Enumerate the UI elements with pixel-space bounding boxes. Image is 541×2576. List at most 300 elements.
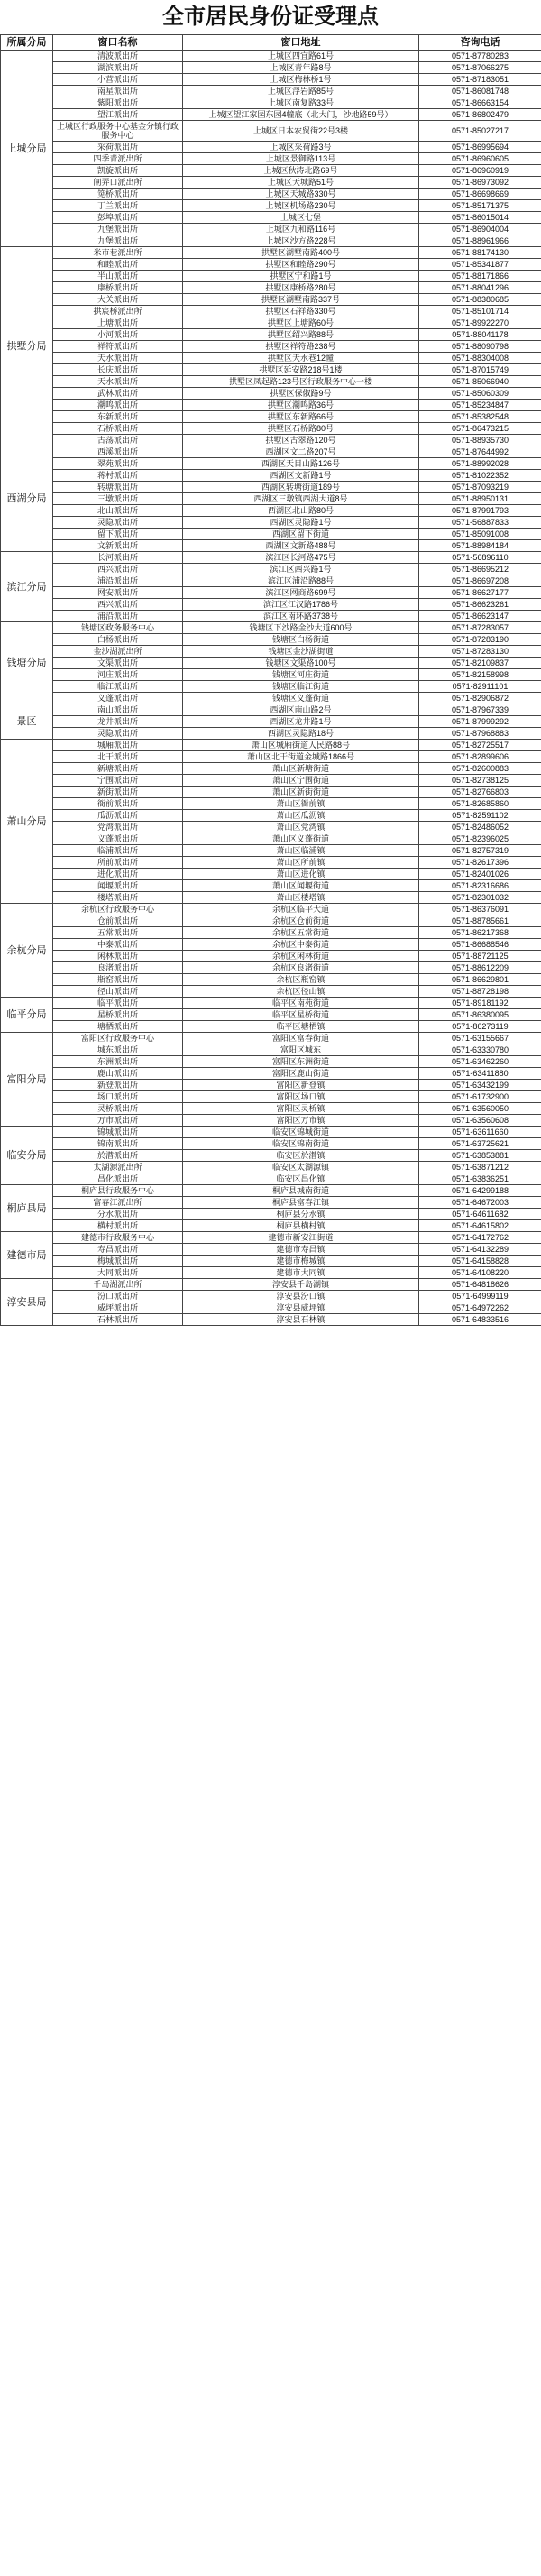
window-address-cell: 西湖区灵隐路18号: [183, 728, 419, 740]
table-row: [1, 142, 541, 153]
table-row: [1, 1103, 541, 1115]
window-address-cell: 富阳区场口镇: [183, 1091, 419, 1103]
window-address-cell: 临安区於潜镇: [183, 1150, 419, 1162]
window-name-cell: 新塘派出所: [53, 763, 183, 775]
window-name-cell: 天水派出所: [53, 353, 183, 364]
window-address-cell: 上城区景御路113号: [183, 153, 419, 165]
header-branch: 所属分局: [1, 35, 53, 51]
window-address-cell: 临安区昌化镇: [183, 1173, 419, 1185]
phone-cell: 0571-64818626: [419, 1279, 541, 1291]
window-address-cell: 上城区机场路230号: [183, 200, 419, 212]
table-row: [1, 505, 541, 517]
phone-cell: 0571-85027217: [419, 121, 541, 142]
table-row: [1, 1138, 541, 1150]
window-name-cell: 东新派出所: [53, 411, 183, 423]
phone-cell: 0571-82899606: [419, 751, 541, 763]
window-name-cell: 潮鸣派出所: [53, 400, 183, 411]
phone-cell: 0571-63330780: [419, 1044, 541, 1056]
window-name-cell: 大同派出所: [53, 1267, 183, 1279]
phone-cell: 0571-86217368: [419, 927, 541, 939]
phone-cell: 0571-88785661: [419, 915, 541, 927]
phone-cell: 0571-87283190: [419, 634, 541, 646]
branch-cell: 建德市局: [1, 1232, 53, 1279]
window-name-cell: 文渠派出所: [53, 658, 183, 669]
table-row: [1, 810, 541, 822]
phone-cell: 0571-87015749: [419, 364, 541, 376]
phone-cell: 0571-82396025: [419, 833, 541, 845]
window-address-cell: 上城区青年路8号: [183, 62, 419, 74]
phone-cell: 0571-88984184: [419, 540, 541, 552]
table-row: [1, 880, 541, 892]
phone-cell: 0571-87644992: [419, 446, 541, 458]
table-row: [1, 271, 541, 282]
window-address-cell: 西湖区天目山路126号: [183, 458, 419, 470]
window-address-cell: 临安区太湖源镇: [183, 1162, 419, 1173]
window-address-cell: 萧山区闻堰街道: [183, 880, 419, 892]
table-row: [1, 787, 541, 798]
table-row: [1, 153, 541, 165]
phone-cell: 0571-87283130: [419, 646, 541, 658]
window-name-cell: 万市派出所: [53, 1115, 183, 1127]
table-row: [1, 1115, 541, 1127]
window-name-cell: 彭埠派出所: [53, 212, 183, 224]
window-address-cell: 余杭区五常街道: [183, 927, 419, 939]
phone-cell: 0571-64972262: [419, 1302, 541, 1314]
table-row: [1, 1162, 541, 1173]
window-name-cell: 义蓬派出所: [53, 693, 183, 704]
window-name-cell: 南星派出所: [53, 86, 183, 97]
phone-cell: 0571-82301032: [419, 892, 541, 904]
table-row: [1, 704, 541, 716]
window-name-cell: 桐庐县行政服务中心: [53, 1185, 183, 1197]
phone-cell: 0571-82738125: [419, 775, 541, 787]
table-row: [1, 482, 541, 493]
window-address-cell: 滨江区江汉路1786号: [183, 599, 419, 611]
window-name-cell: 闸弄口派出所: [53, 177, 183, 189]
phone-cell: 0571-87968883: [419, 728, 541, 740]
table-row: [1, 177, 541, 189]
window-address-cell: 拱墅区石祥路330号: [183, 306, 419, 317]
window-name-cell: 祥符派出所: [53, 341, 183, 353]
window-name-cell: 天水派出所: [53, 376, 183, 388]
phone-cell: 0571-81022352: [419, 470, 541, 482]
window-address-cell: 上城区浮岩路85号: [183, 86, 419, 97]
phone-cell: 0571-63155667: [419, 1033, 541, 1044]
window-name-cell: 小营派出所: [53, 74, 183, 86]
table-header-row: [1, 35, 541, 51]
window-address-cell: 西湖区北山路80号: [183, 505, 419, 517]
table-row: [1, 1068, 541, 1080]
window-address-cell: 上城区采荷路3号: [183, 142, 419, 153]
window-name-cell: 留下派出所: [53, 529, 183, 540]
window-address-cell: 萧山区所前镇: [183, 857, 419, 869]
window-address-cell: 富阳区鹿山街道: [183, 1068, 419, 1080]
table-row: [1, 400, 541, 411]
phone-cell: 0571-86376091: [419, 904, 541, 915]
table-row: [1, 517, 541, 529]
window-name-cell: 临平派出所: [53, 998, 183, 1009]
window-name-cell: 上城区行政服务中心基金分镇行政服务中心: [53, 121, 183, 142]
phone-cell: 0571-86273119: [419, 1021, 541, 1033]
phone-cell: 0571-82617396: [419, 857, 541, 869]
window-address-cell: 临平区南苑街道: [183, 998, 419, 1009]
phone-cell: 0571-86015014: [419, 212, 541, 224]
window-name-cell: 西兴派出所: [53, 564, 183, 575]
window-name-cell: 石林派出所: [53, 1314, 183, 1326]
window-name-cell: 南山派出所: [53, 704, 183, 716]
window-name-cell: 笕桥派出所: [53, 189, 183, 200]
phone-cell: 0571-86695212: [419, 564, 541, 575]
window-name-cell: 昌化派出所: [53, 1173, 183, 1185]
phone-cell: 0571-88992028: [419, 458, 541, 470]
window-address-cell: 萧山区义蓬街道: [183, 833, 419, 845]
phone-cell: 0571-86629801: [419, 974, 541, 986]
window-address-cell: 上城区梅林桥1号: [183, 74, 419, 86]
window-name-cell: 宁围派出所: [53, 775, 183, 787]
table-row: [1, 493, 541, 505]
phone-cell: 0571-61732900: [419, 1091, 541, 1103]
table-row: [1, 121, 541, 142]
table-row: [1, 446, 541, 458]
window-name-cell: 望江派出所: [53, 109, 183, 121]
window-name-cell: 党湾派出所: [53, 822, 183, 833]
phone-cell: 0571-63462260: [419, 1056, 541, 1068]
window-address-cell: 富阳区新登镇: [183, 1080, 419, 1091]
branch-cell: 临安分局: [1, 1127, 53, 1185]
window-address-cell: 桐庐县分水镇: [183, 1209, 419, 1220]
phone-cell: 0571-86960605: [419, 153, 541, 165]
window-address-cell: 滨江区南环路3738号: [183, 611, 419, 622]
window-name-cell: 北干派出所: [53, 751, 183, 763]
phone-cell: 0571-86698669: [419, 189, 541, 200]
window-name-cell: 衙前派出所: [53, 798, 183, 810]
table-row: [1, 341, 541, 353]
window-name-cell: 临江派出所: [53, 681, 183, 693]
window-address-cell: 钱塘区文渠路100号: [183, 658, 419, 669]
table-row: [1, 1080, 541, 1091]
window-address-cell: 上城区天城路330号: [183, 189, 419, 200]
window-address-cell: 西湖区南山路2号: [183, 704, 419, 716]
window-address-cell: 萧山区楼塔镇: [183, 892, 419, 904]
table-row: [1, 962, 541, 974]
table-row: [1, 822, 541, 833]
window-name-cell: 塘栖派出所: [53, 1021, 183, 1033]
window-name-cell: 和睦派出所: [53, 259, 183, 271]
header-window-name: 窗口名称: [53, 35, 183, 51]
window-address-cell: 临安区锦城街道: [183, 1127, 419, 1138]
phone-cell: 0571-64172762: [419, 1232, 541, 1244]
table-row: [1, 1302, 541, 1314]
window-name-cell: 义蓬派出所: [53, 833, 183, 845]
window-name-cell: 浦沿派出所: [53, 611, 183, 622]
table-row: [1, 716, 541, 728]
phone-cell: 0571-88041296: [419, 282, 541, 294]
phone-cell: 0571-82906872: [419, 693, 541, 704]
window-name-cell: 新登派出所: [53, 1080, 183, 1091]
phone-cell: 0571-63560050: [419, 1103, 541, 1115]
window-name-cell: 采荷派出所: [53, 142, 183, 153]
table-row: [1, 845, 541, 857]
service-points-table: [0, 34, 541, 1326]
table-row: [1, 892, 541, 904]
window-address-cell: 淳安县威坪镇: [183, 1302, 419, 1314]
window-name-cell: 寿昌派出所: [53, 1244, 183, 1256]
window-name-cell: 西溪派出所: [53, 446, 183, 458]
table-row: [1, 775, 541, 787]
window-name-cell: 湖滨派出所: [53, 62, 183, 74]
window-address-cell: 钱塘区临江街道: [183, 681, 419, 693]
phone-cell: 0571-88935730: [419, 435, 541, 446]
table-row: [1, 470, 541, 482]
phone-cell: 0571-63611660: [419, 1127, 541, 1138]
branch-cell: 余杭分局: [1, 904, 53, 998]
window-address-cell: 余杭区仓前街道: [183, 915, 419, 927]
window-name-cell: 城东派出所: [53, 1044, 183, 1056]
table-row: [1, 1291, 541, 1302]
window-name-cell: 梅城派出所: [53, 1256, 183, 1267]
table-row: [1, 200, 541, 212]
window-name-cell: 石桥派出所: [53, 423, 183, 435]
table-row: [1, 1256, 541, 1267]
window-name-cell: 小河派出所: [53, 329, 183, 341]
phone-cell: 0571-85382548: [419, 411, 541, 423]
table-row: [1, 74, 541, 86]
phone-cell: 0571-86623147: [419, 611, 541, 622]
window-address-cell: 西湖区转塘街道189号: [183, 482, 419, 493]
window-name-cell: 星桥派出所: [53, 1009, 183, 1021]
window-address-cell: 临安区锦南街道: [183, 1138, 419, 1150]
phone-cell: 0571-88961966: [419, 235, 541, 247]
window-name-cell: 河庄派出所: [53, 669, 183, 681]
phone-cell: 0571-88041178: [419, 329, 541, 341]
table-row: [1, 904, 541, 915]
phone-cell: 0571-87780283: [419, 51, 541, 62]
window-name-cell: 良渚派出所: [53, 962, 183, 974]
window-name-cell: 转塘派出所: [53, 482, 183, 493]
phone-cell: 0571-82591102: [419, 810, 541, 822]
window-address-cell: 淳安县千岛湖镇: [183, 1279, 419, 1291]
window-name-cell: 网安派出所: [53, 587, 183, 599]
window-address-cell: 拱墅区康桥路280号: [183, 282, 419, 294]
phone-cell: 0571-85066940: [419, 376, 541, 388]
window-name-cell: 於潜派出所: [53, 1150, 183, 1162]
phone-cell: 0571-64999119: [419, 1291, 541, 1302]
phone-cell: 0571-82158998: [419, 669, 541, 681]
window-name-cell: 三墩派出所: [53, 493, 183, 505]
phone-cell: 0571-88304008: [419, 353, 541, 364]
phone-cell: 0571-86973092: [419, 177, 541, 189]
table-row: [1, 388, 541, 400]
window-address-cell: 西湖区龙井路1号: [183, 716, 419, 728]
table-row: [1, 247, 541, 259]
table-row: [1, 1044, 541, 1056]
window-address-cell: 滨江区长河路475号: [183, 552, 419, 564]
table-row: [1, 998, 541, 1009]
window-address-cell: 上城区日本农贸街22号3楼: [183, 121, 419, 142]
window-name-cell: 半山派出所: [53, 271, 183, 282]
phone-cell: 0571-82600883: [419, 763, 541, 775]
phone-cell: 0571-86663154: [419, 97, 541, 109]
window-address-cell: 滨江区浦沿路88号: [183, 575, 419, 587]
table-row: [1, 751, 541, 763]
window-name-cell: 大关派出所: [53, 294, 183, 306]
table-row: [1, 62, 541, 74]
table-row: [1, 86, 541, 97]
table-row: [1, 1267, 541, 1279]
phone-cell: 0571-86960919: [419, 165, 541, 177]
window-address-cell: 建德市梅城镇: [183, 1256, 419, 1267]
table-row: [1, 798, 541, 810]
phone-cell: 0571-63871212: [419, 1162, 541, 1173]
window-address-cell: 余杭区中泰街道: [183, 939, 419, 951]
phone-cell: 0571-82911101: [419, 681, 541, 693]
window-address-cell: 钱塘区下沙路金沙大道600号: [183, 622, 419, 634]
window-name-cell: 北山派出所: [53, 505, 183, 517]
window-name-cell: 龙井派出所: [53, 716, 183, 728]
table-row: [1, 1220, 541, 1232]
window-address-cell: 余杭区良渚街道: [183, 962, 419, 974]
phone-cell: 0571-63725621: [419, 1138, 541, 1150]
table-row: [1, 529, 541, 540]
window-name-cell: 五常派出所: [53, 927, 183, 939]
window-name-cell: 所前派出所: [53, 857, 183, 869]
phone-cell: 0571-82401026: [419, 869, 541, 880]
window-address-cell: 拱墅区凤起路123号区行政服务中心一楼: [183, 376, 419, 388]
table-row: [1, 974, 541, 986]
window-address-cell: 建德市大同镇: [183, 1267, 419, 1279]
phone-cell: 0571-88380685: [419, 294, 541, 306]
table-row: [1, 1127, 541, 1138]
phone-cell: 0571-82109837: [419, 658, 541, 669]
table-row: [1, 224, 541, 235]
window-name-cell: 翠苑派出所: [53, 458, 183, 470]
window-name-cell: 长庆派出所: [53, 364, 183, 376]
window-name-cell: 进化派出所: [53, 869, 183, 880]
window-name-cell: 金沙湖派出所: [53, 646, 183, 658]
phone-cell: 0571-82486052: [419, 822, 541, 833]
phone-cell: 0571-56887833: [419, 517, 541, 529]
window-address-cell: 桐庐县富春江镇: [183, 1197, 419, 1209]
window-address-cell: 拱墅区宁和路1号: [183, 271, 419, 282]
window-name-cell: 余杭区行政服务中心: [53, 904, 183, 915]
window-name-cell: 东洲派出所: [53, 1056, 183, 1068]
window-address-cell: 上城区天城路51号: [183, 177, 419, 189]
phone-cell: 0571-63560608: [419, 1115, 541, 1127]
window-name-cell: 瓜沥派出所: [53, 810, 183, 822]
table-row: [1, 353, 541, 364]
phone-cell: 0571-86904004: [419, 224, 541, 235]
window-name-cell: 闻堰派出所: [53, 880, 183, 892]
phone-cell: 0571-64615802: [419, 1220, 541, 1232]
phone-cell: 0571-86995694: [419, 142, 541, 153]
window-address-cell: 淳安县石林镇: [183, 1314, 419, 1326]
table-row: [1, 259, 541, 271]
table-row: [1, 1091, 541, 1103]
phone-cell: 0571-63836251: [419, 1173, 541, 1185]
branch-cell: 西湖分局: [1, 446, 53, 552]
phone-cell: 0571-87183051: [419, 74, 541, 86]
phone-cell: 0571-85091008: [419, 529, 541, 540]
window-address-cell: 拱墅区保俶路9号: [183, 388, 419, 400]
table-row: [1, 740, 541, 751]
window-address-cell: 拱墅区湖墅南路337号: [183, 294, 419, 306]
window-name-cell: 锦南派出所: [53, 1138, 183, 1150]
window-name-cell: 紫阳派出所: [53, 97, 183, 109]
window-name-cell: 灵桥派出所: [53, 1103, 183, 1115]
table-row: [1, 622, 541, 634]
window-name-cell: 丁兰派出所: [53, 200, 183, 212]
window-address-cell: 余杭区临平大道: [183, 904, 419, 915]
window-name-cell: 上塘派出所: [53, 317, 183, 329]
table-row: [1, 915, 541, 927]
window-address-cell: 上城区沙方路228号: [183, 235, 419, 247]
window-name-cell: 仓前派出所: [53, 915, 183, 927]
window-address-cell: 西湖区灵隐路1号: [183, 517, 419, 529]
table-row: [1, 97, 541, 109]
table-row: [1, 939, 541, 951]
phone-cell: 0571-64108220: [419, 1267, 541, 1279]
window-name-cell: 米市巷派出所: [53, 247, 183, 259]
window-name-cell: 中泰派出所: [53, 939, 183, 951]
table-row: [1, 212, 541, 224]
table-row: [1, 1314, 541, 1326]
phone-cell: 0571-88090798: [419, 341, 541, 353]
window-name-cell: 场口派出所: [53, 1091, 183, 1103]
phone-cell: 0571-85171375: [419, 200, 541, 212]
window-address-cell: 上城区南复路33号: [183, 97, 419, 109]
branch-cell: 上城分局: [1, 51, 53, 247]
table-row: [1, 763, 541, 775]
phone-cell: 0571-88950131: [419, 493, 541, 505]
window-address-cell: 富阳区东洲街道: [183, 1056, 419, 1068]
table-row: [1, 869, 541, 880]
phone-cell: 0571-82725517: [419, 740, 541, 751]
window-name-cell: 鹿山派出所: [53, 1068, 183, 1080]
window-name-cell: 蒋村派出所: [53, 470, 183, 482]
table-row: [1, 109, 541, 121]
window-address-cell: 萧山区瓜沥镇: [183, 810, 419, 822]
window-address-cell: 桐庐县横村镇: [183, 1220, 419, 1232]
window-name-cell: 凯旋派出所: [53, 165, 183, 177]
window-address-cell: 西湖区文新路488号: [183, 540, 419, 552]
phone-cell: 0571-88174130: [419, 247, 541, 259]
phone-cell: 0571-64672003: [419, 1197, 541, 1209]
table-row: [1, 564, 541, 575]
window-address-cell: 钱塘区河庄街道: [183, 669, 419, 681]
table-row: [1, 411, 541, 423]
phone-cell: 0571-85341877: [419, 259, 541, 271]
branch-cell: 桐庐县局: [1, 1185, 53, 1232]
table-row: [1, 611, 541, 622]
window-name-cell: 建德市行政服务中心: [53, 1232, 183, 1244]
phone-cell: 0571-86627177: [419, 587, 541, 599]
phone-cell: 0571-63853881: [419, 1150, 541, 1162]
window-address-cell: 余杭区径山镇: [183, 986, 419, 998]
phone-cell: 0571-85101714: [419, 306, 541, 317]
window-address-cell: 萧山区北干街道金城路1866号: [183, 751, 419, 763]
window-address-cell: 萧山区进化镇: [183, 869, 419, 880]
window-name-cell: 灵隐派出所: [53, 517, 183, 529]
phone-cell: 0571-89922270: [419, 317, 541, 329]
phone-cell: 0571-86802479: [419, 109, 541, 121]
window-name-cell: 长河派出所: [53, 552, 183, 564]
window-name-cell: 武林派出所: [53, 388, 183, 400]
table-row: [1, 1244, 541, 1256]
phone-cell: 0571-63411880: [419, 1068, 541, 1080]
window-name-cell: 新街派出所: [53, 787, 183, 798]
phone-cell: 0571-86623261: [419, 599, 541, 611]
table-row: [1, 857, 541, 869]
